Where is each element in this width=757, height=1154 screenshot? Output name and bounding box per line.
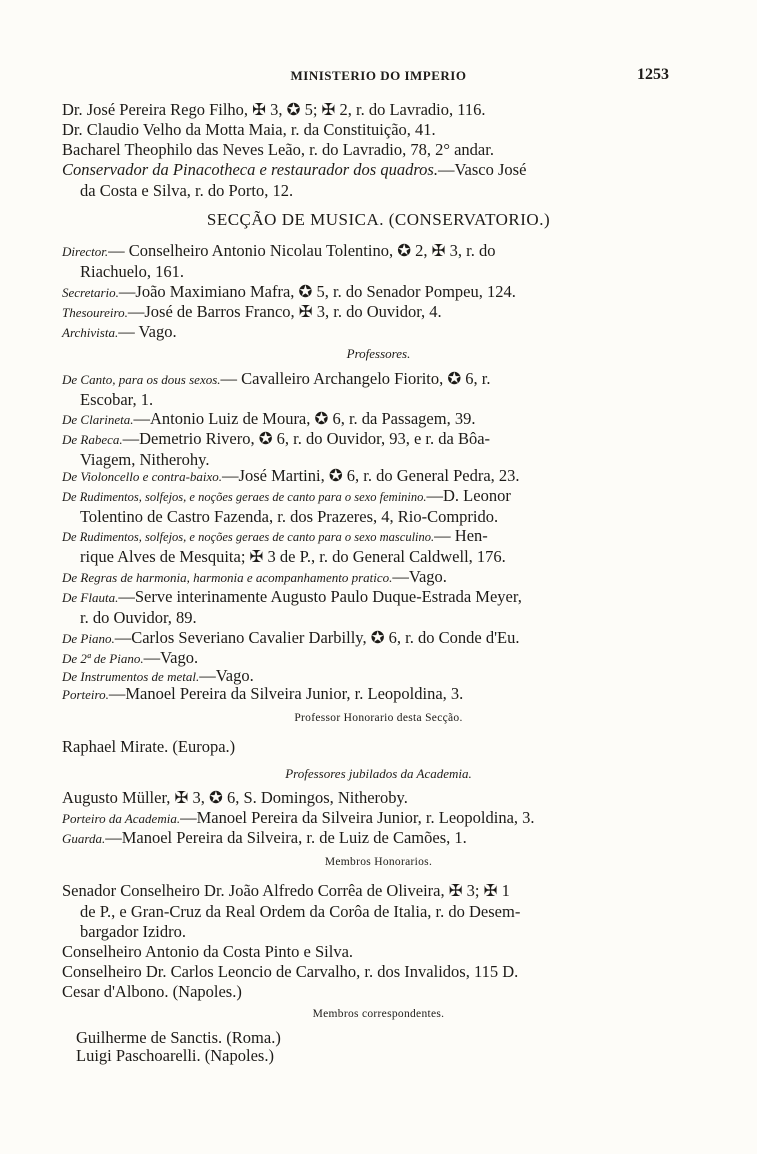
entry-line: Augusto Müller, ✠ 3, ✪ 6, S. Domingos, Nitheroby. (62, 788, 408, 807)
entry-label: De Rabeca. (62, 432, 123, 447)
entry-line: Dr. José Pereira Rego Filho, ✠ 3, ✪ 5; ✠ 2, r. do Lavradio, 116. (62, 100, 486, 119)
entry-label: De Flauta. (62, 590, 119, 605)
entry-line-continued: rique Alves de Mesquita; ✠ 3 de P., r. do General Caldwell, 176. (80, 547, 506, 566)
entry-label: Porteiro da Academia. (62, 811, 181, 826)
entry-label: Conservador da Pinacotheca e restaurador dos quadros. (62, 160, 438, 179)
entry-line: Secretario.—João Maximiano Mafra, ✪ 5, r. do Senador Pompeu, 124. (62, 282, 516, 301)
subheading-professores-jubilados: Professores jubilados da Academia. (285, 766, 472, 781)
entry-label: Guarda. (62, 831, 106, 846)
subheading-membros-honorarios: Membros Honorarios. (324, 856, 433, 868)
subheading-professores: Professores. (346, 346, 411, 361)
entry-line: Porteiro da Academia.—Manoel Pereira da Silveira Junior, r. Leopoldina, 3. (62, 808, 535, 827)
entry-label: De Violoncello e contra-baixo. (62, 469, 223, 484)
entry-line-continued: de P., e Gran-Cruz da Real Ordem da Corôa de Italia, r. do Desem- (80, 902, 521, 921)
entry-line: De Piano.—Carlos Severiano Cavalier Darbilly, ✪ 6, r. do Conde d'Eu. (62, 628, 520, 647)
entry-line: Thesoureiro.—José de Barros Franco, ✠ 3, r. do Ouvidor, 4. (62, 302, 442, 321)
entry-line: De Clarineta.—Antonio Luiz de Moura, ✪ 6, r. da Passagem, 39. (62, 409, 476, 428)
entry-line: Conselheiro Dr. Carlos Leoncio de Carvalho, r. dos Invalidos, 115 D. (62, 962, 519, 981)
entry-line: De Instrumentos de metal.—Vago. (62, 666, 254, 685)
entry-label: De Rudimentos, solfejos, e noções geraes de canto para o sexo masculino. (62, 530, 435, 544)
entry-line: Archivista.— Vago. (62, 322, 177, 341)
entry-line: Cesar d'Albono. (Napoles.) (62, 982, 242, 1001)
running-header (0, 66, 757, 86)
entry-line: De Rudimentos, solfejos, e noções geraes de canto para o sexo feminino.—D. Leonor (62, 486, 511, 505)
header-title: MINISTERIO DO IMPERIO (290, 68, 467, 83)
entry-line-continued: Tolentino de Castro Fazenda, r. dos Prazeres, 4, Rio-Comprido. (80, 507, 499, 526)
entry-label: Archivista. (62, 325, 119, 340)
entry-label: Secretario. (62, 285, 119, 300)
entry-line-continued: Escobar, 1. (80, 390, 154, 409)
entry-label: Porteiro. (62, 687, 109, 702)
entry-line: De Regras de harmonia, harmonia e acompanhamento pratico.—Vago. (62, 567, 447, 586)
subheading-professor-honorario: Professor Honorario desta Secção. (294, 712, 463, 724)
entry-label: De Regras de harmonia, harmonia e acompanhamento pratico. (62, 570, 393, 585)
entry-line: Guarda.—Manoel Pereira da Silveira, r. de Luiz de Camões, 1. (62, 828, 467, 847)
entry-line-continued: Viagem, Nitherohy. (80, 450, 210, 469)
subheading-membros-correspondentes: Membros correspondentes. (312, 1008, 445, 1020)
entry-line: Bacharel Theophilo das Neves Leão, r. do Lavradio, 78, 2° andar. (62, 140, 494, 159)
entry-line: De Flauta.—Serve interinamente Augusto Paulo Duque-Estrada Meyer, (62, 587, 522, 606)
entry-line: De Violoncello e contra-baixo.—José Martini, ✪ 6, r. do General Pedra, 23. (62, 466, 520, 485)
entry-line-continued: da Costa e Silva, r. do Porto, 12. (80, 181, 294, 200)
entry-label: De Canto, para os dous sexos. (62, 372, 221, 387)
entry-line: Dr. Claudio Velho da Motta Maia, r. da Constituição, 41. (62, 120, 436, 139)
entry-line: Luigi Paschoarelli. (Napoles.) (76, 1046, 274, 1065)
entry-label: De Piano. (62, 631, 115, 646)
entry-line: De Rabeca.—Demetrio Rivero, ✪ 6, r. do Ouvidor, 93, e r. da Bôa- (62, 429, 491, 448)
entry-line: Porteiro.—Manoel Pereira da Silveira Junior, r. Leopoldina, 3. (62, 684, 464, 703)
entry-line-continued: Riachuelo, 161. (80, 262, 185, 281)
entry-line: Raphael Mirate. (Europa.) (62, 737, 236, 756)
entry-line: Conservador da Pinacotheca e restaurador dos quadros.—Vasco José (62, 160, 527, 179)
entry-line: Conselheiro Antonio da Costa Pinto e Silva. (62, 942, 354, 961)
entry-line: Director.— Conselheiro Antonio Nicolau Tolentino, ✪ 2, ✠ 3, r. do (62, 241, 496, 260)
entry-line-continued: r. do Ouvidor, 89. (80, 608, 197, 627)
entry-line: Senador Conselheiro Dr. João Alfredo Corrêa de Oliveira, ✠ 3; ✠ 1 (62, 881, 510, 900)
entry-label: Director. (62, 244, 109, 259)
entry-line: Guilherme de Sanctis. (Roma.) (76, 1028, 281, 1047)
entry-label: De 2ª de Piano. (62, 651, 144, 666)
entry-label: De Rudimentos, solfejos, e noções geraes de canto para o sexo feminino. (62, 490, 427, 504)
entry-line: De Rudimentos, solfejos, e noções geraes de canto para o sexo masculino.— Hen- (62, 526, 488, 545)
entry-line: De 2ª de Piano.—Vago. (62, 648, 199, 667)
page-number: 1253 (637, 66, 669, 83)
section-heading: SECÇÃO DE MUSICA. (CONSERVATORIO.) (206, 210, 551, 229)
entry-line-continued: bargador Izidro. (80, 922, 186, 941)
entry-label: Thesoureiro. (62, 305, 128, 320)
entry-line: De Canto, para os dous sexos.— Cavalleiro Archangelo Fiorito, ✪ 6, r. (62, 369, 491, 388)
entry-label: De Clarineta. (62, 412, 134, 427)
entry-label: De Instrumentos de metal. (62, 669, 200, 684)
